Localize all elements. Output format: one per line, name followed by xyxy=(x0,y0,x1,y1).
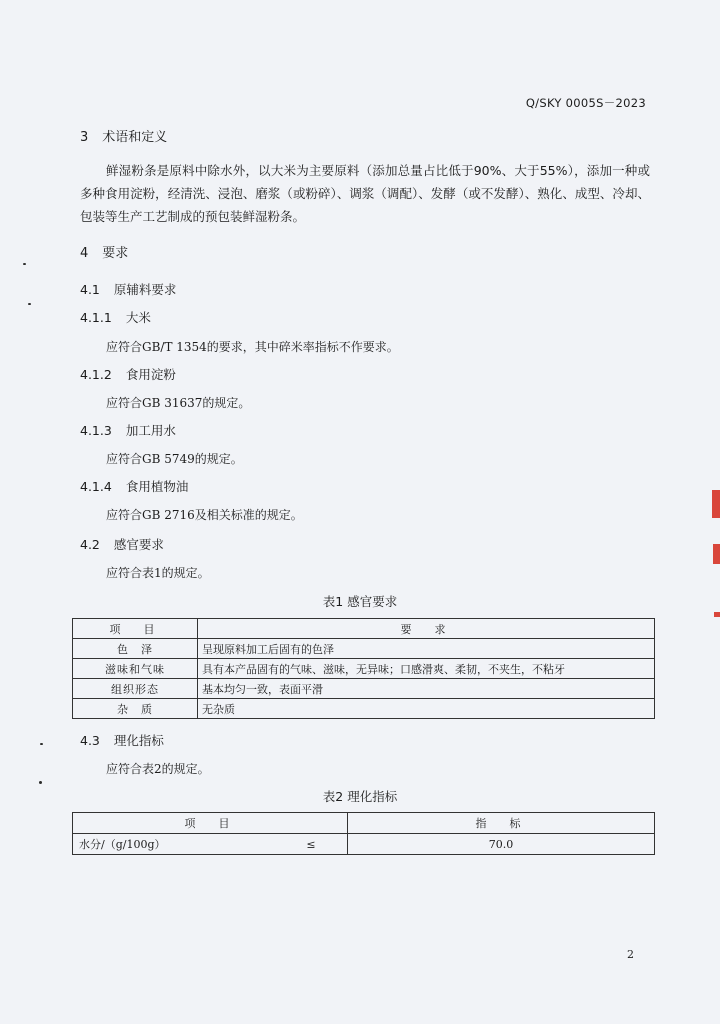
scan-speck xyxy=(23,263,26,265)
section-title: 食用淀粉 xyxy=(125,367,176,382)
table-cell: 无杂质 xyxy=(198,699,655,719)
section-4-2-heading xyxy=(80,535,164,553)
table-header-cell: 项 目 xyxy=(73,813,348,834)
table-row xyxy=(73,699,655,719)
table-row xyxy=(73,679,655,699)
section-number: 4.1.2 xyxy=(80,367,112,382)
red-stamp-fragment xyxy=(712,490,720,518)
table-header-cell: 指 标 xyxy=(348,813,655,834)
section-number: 4 xyxy=(80,246,89,261)
section-4-3-heading xyxy=(80,731,164,749)
physicochemical-indicators-table xyxy=(72,812,655,855)
table-cell: 70.0 xyxy=(348,834,655,855)
table-cell: 呈现原料加工后固有的色泽 xyxy=(198,639,655,659)
section-number: 4.1.4 xyxy=(80,479,112,494)
section-title: 大米 xyxy=(125,310,151,325)
section-title: 感官要求 xyxy=(113,537,164,552)
section-title: 术语和定义 xyxy=(102,130,168,145)
table-cell: 滋味和气味 xyxy=(73,659,198,679)
document-number: Q/SKY 0005S－2023 xyxy=(525,96,646,110)
section-3-heading xyxy=(80,126,167,145)
table-row xyxy=(73,834,655,855)
table-cell: 组织形态 xyxy=(73,679,198,699)
section-title: 理化指标 xyxy=(113,733,164,748)
section-number: 4.2 xyxy=(80,537,100,552)
section-4-1-1-heading xyxy=(80,308,151,326)
scan-speck xyxy=(40,743,43,745)
sensory-requirements-table xyxy=(72,618,655,719)
section-4-1-3-text: 应符合GB 5749的规定。 xyxy=(106,452,243,466)
table-cell: 杂 质 xyxy=(73,699,198,719)
table-cell: 基本均匀一致，表面平滑 xyxy=(198,679,655,699)
table-row xyxy=(73,659,655,679)
table-1-caption: 表1 感官要求 xyxy=(322,594,398,609)
table-row xyxy=(73,639,655,659)
table-header-row xyxy=(73,619,655,639)
section-4-2-text: 应符合表1的规定。 xyxy=(106,566,210,580)
section-4-1-4-text: 应符合GB 2716及相关标准的规定。 xyxy=(106,508,303,522)
section-4-3-text: 应符合表2的规定。 xyxy=(106,762,210,776)
section-4-1-1-text: 应符合GB/T 1354的要求，其中碎米率指标不作要求。 xyxy=(106,340,399,354)
red-stamp-fragment xyxy=(713,544,720,564)
table-cell: ≤ xyxy=(275,834,348,855)
red-stamp-fragment xyxy=(714,612,720,617)
table-2-caption: 表2 理化指标 xyxy=(322,789,398,804)
table-header-cell: 项 目 xyxy=(73,619,198,639)
section-number: 3 xyxy=(80,130,89,145)
section-title: 食用植物油 xyxy=(125,479,189,494)
section-number: 4.1.1 xyxy=(80,310,112,325)
section-number: 4.1 xyxy=(80,282,100,297)
section-4-1-3-heading xyxy=(80,421,176,439)
table-cell: 水分/（g/100g） xyxy=(73,834,276,855)
section-title: 要求 xyxy=(102,246,129,261)
scan-speck xyxy=(28,303,31,305)
section-4-1-2-heading xyxy=(80,365,176,383)
section-4-heading xyxy=(80,242,128,261)
section-number: 4.3 xyxy=(80,733,100,748)
section-title: 加工用水 xyxy=(125,423,176,438)
section-4-1-2-text: 应符合GB 31637的规定。 xyxy=(106,396,251,410)
scan-speck xyxy=(39,781,42,784)
section-number: 4.1.3 xyxy=(80,423,112,438)
section-4-1-4-heading xyxy=(80,477,188,495)
definition-paragraph: 鲜湿粉条是原料中除水外，以大米为主要原料（添加总量占比低于90%、大于55%），添加一种或多种食用淀粉，经清洗、浸泡、磨浆（或粉碎）、调浆（调配）、发酵（或不发酵）、熟化、成型、冷却、包装等生产工艺制成的预包装鲜湿粉条。 xyxy=(80,163,650,224)
table-cell: 具有本产品固有的气味、滋味，无异味；口感滑爽、柔韧，不夹生，不粘牙 xyxy=(198,659,655,679)
table-cell: 色 泽 xyxy=(73,639,198,659)
section-4-1-heading xyxy=(80,280,176,298)
page-number: 2 xyxy=(627,948,634,961)
section-title: 原辅料要求 xyxy=(113,282,177,297)
table-header-cell: 要 求 xyxy=(198,619,655,639)
table-header-row xyxy=(73,813,655,834)
